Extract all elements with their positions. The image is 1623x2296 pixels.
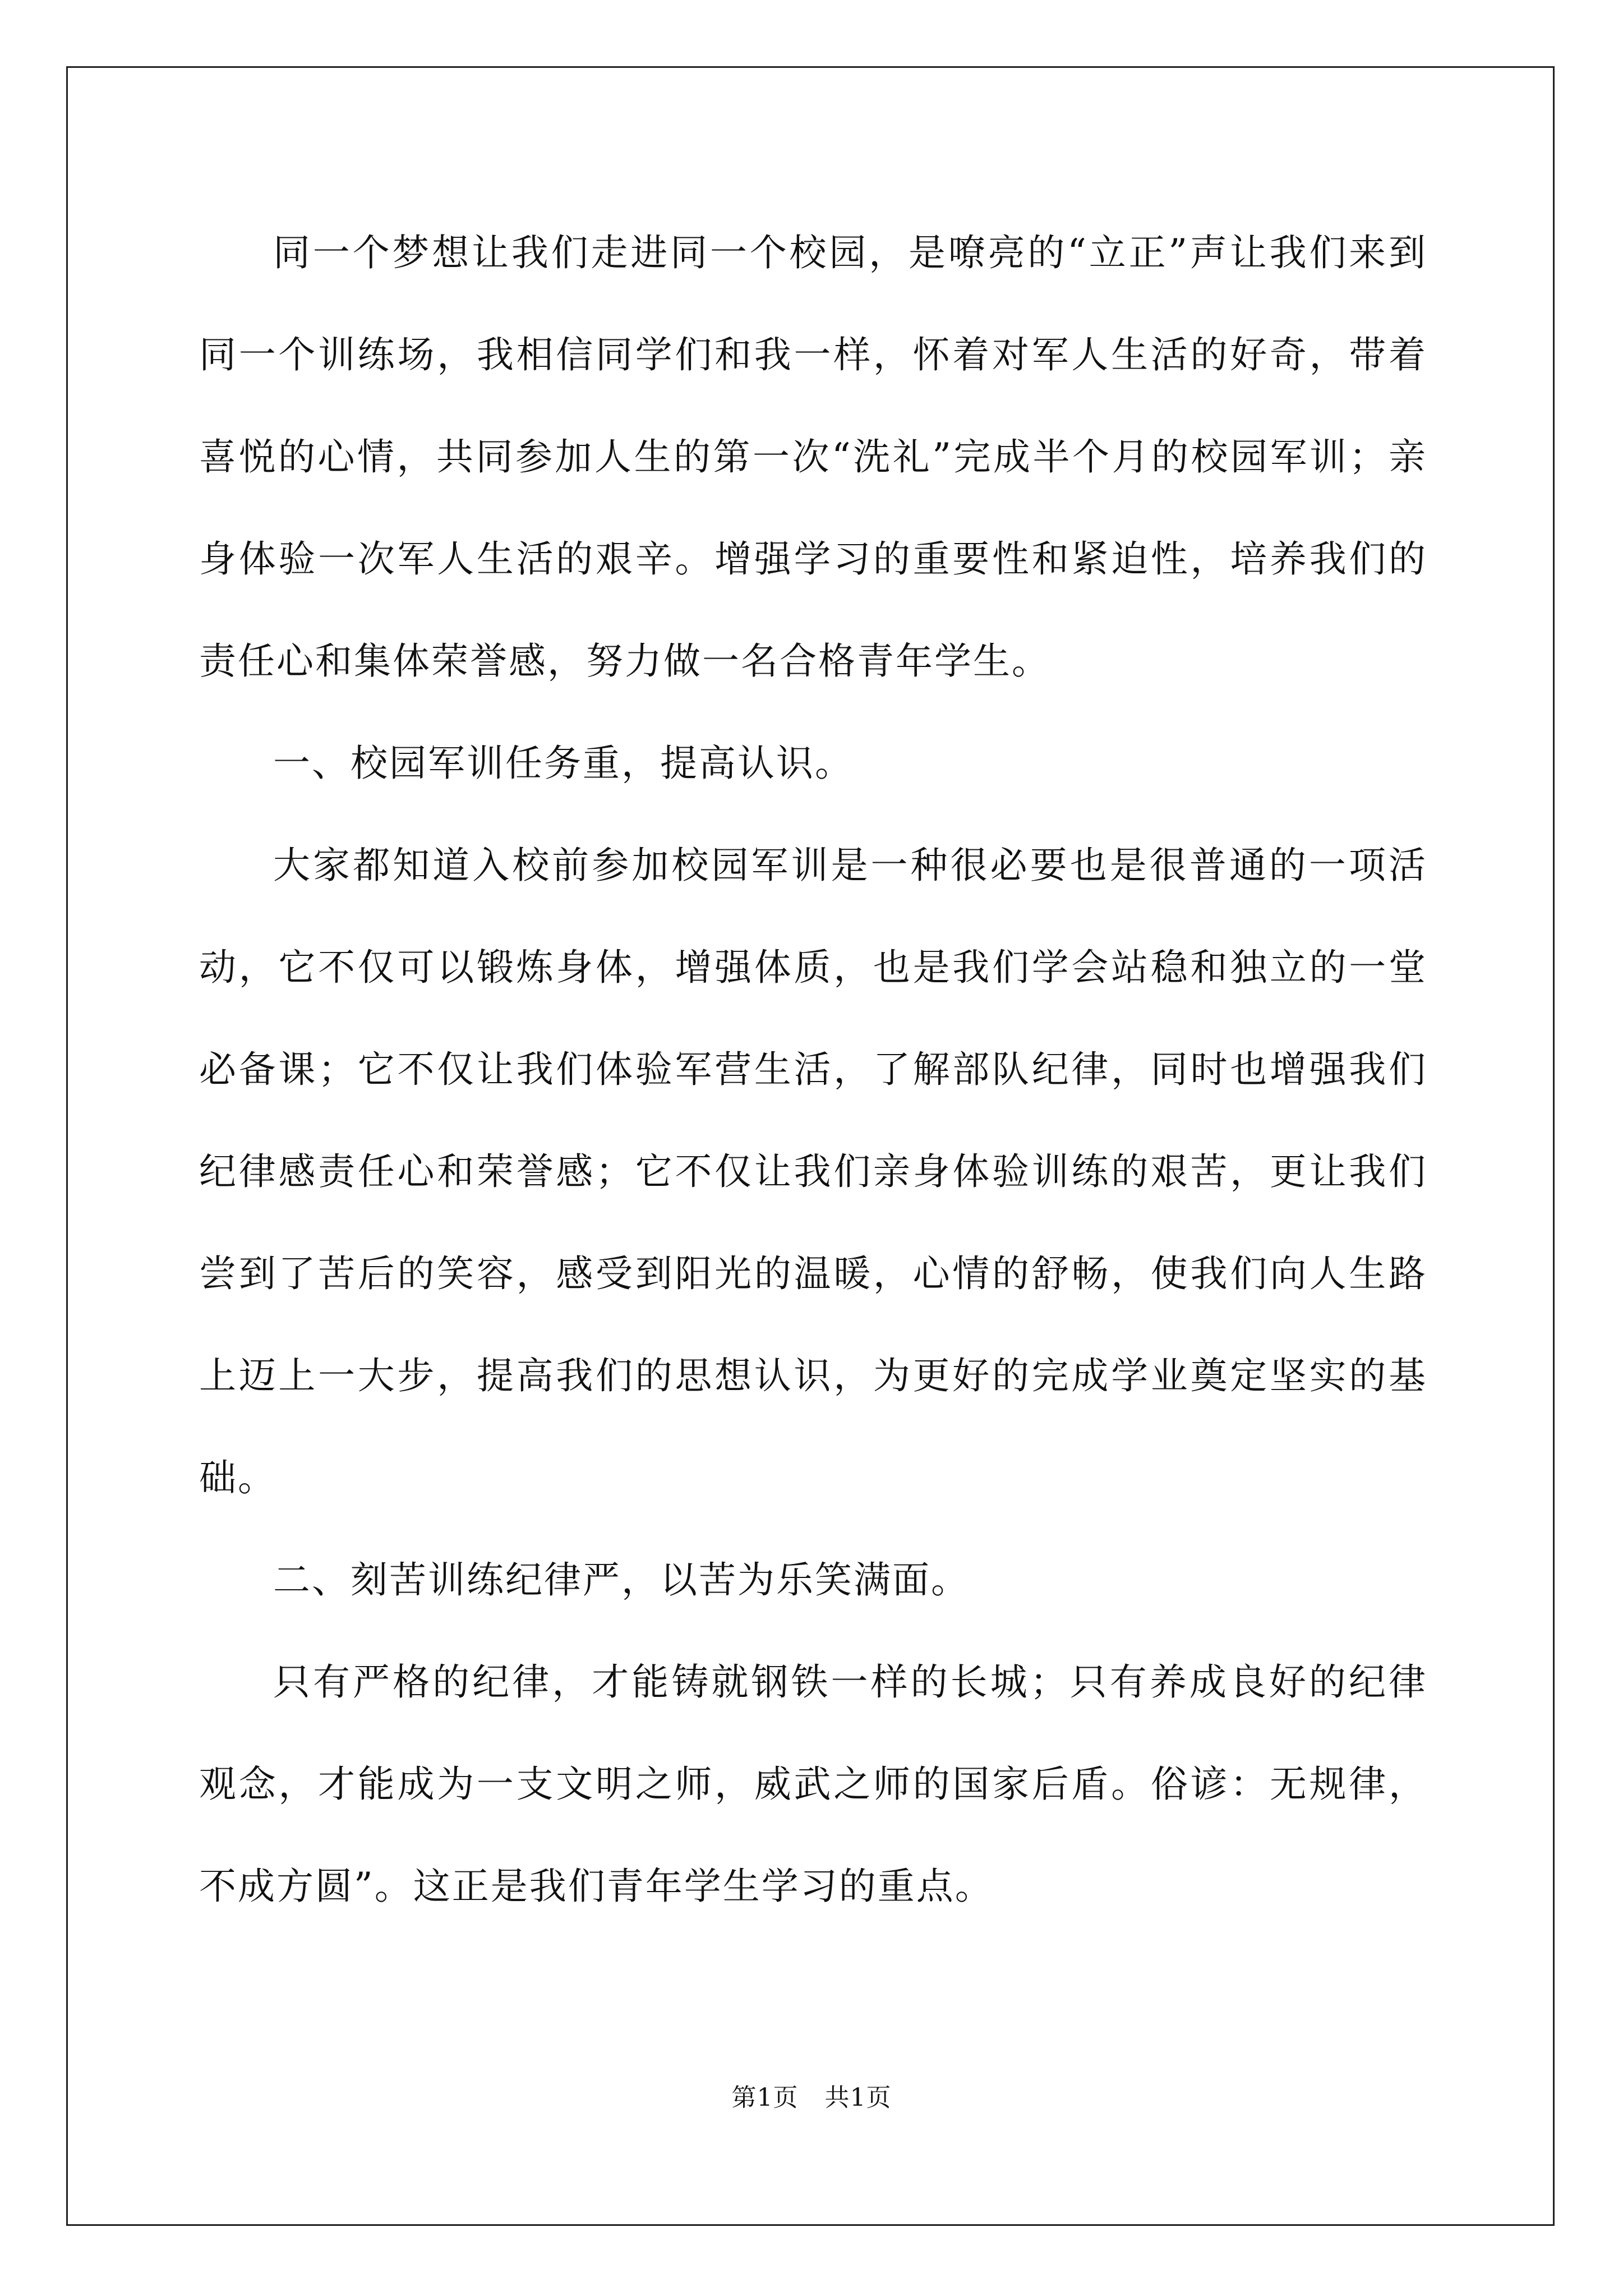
section-heading-2: 二、刻苦训练纪律严，以苦为乐笑满面。 — [273, 1558, 970, 1602]
section-heading-1: 一、校园军训任务重，提高认识。 — [273, 742, 854, 785]
page-number: 第1页 — [731, 2083, 799, 2112]
paragraph-section-1: 大家都知道入校前参加校园军训是一种很必要也是很普通的一项活动，它不仅可以锻炼身体，增强体质，也是我们学会站稳和独立的一堂必备课；它不仅让我们体验军营生活，了解部队纪律，同时也增强我们纪律感责任心和荣誉感；它不仅让我们亲身体验训练的艰苦，更让我们尝到了苦后的笑容，感受到阳光的温暖，心情的舒畅，使我们向人生路上迈上一大步，提高我们的思想认识，为更好的完成学业奠定坚实的基础。 — [199, 844, 1427, 1499]
document-body — [199, 202, 1427, 1938]
page-total: 共1页 — [824, 2083, 892, 2112]
paragraph-intro: 同一个梦想让我们走进同一个校园，是嘹亮的“立正”声让我们来到同一个训练场，我相信同学们和我一样，怀着对军人生活的好奇，带着喜悦的心情，共同参加人生的第一次“洗礼”完成半个月的校园军训；亲身体验一次军人生活的艰辛。增强学习的重要性和紧迫性，培养我们的责任心和集体荣誉感，努力做一名合格青年学生。 — [199, 231, 1427, 683]
page-footer — [0, 2081, 1623, 2115]
paragraph-section-2: 只有严格的纪律，才能铸就钢铁一样的长城；只有养成良好的纪律观念，才能成为一支文明之师，威武之师的国家后盾。俗谚：无规律，不成方圆”。这正是我们青年学生学习的重点。 — [199, 1660, 1427, 1908]
